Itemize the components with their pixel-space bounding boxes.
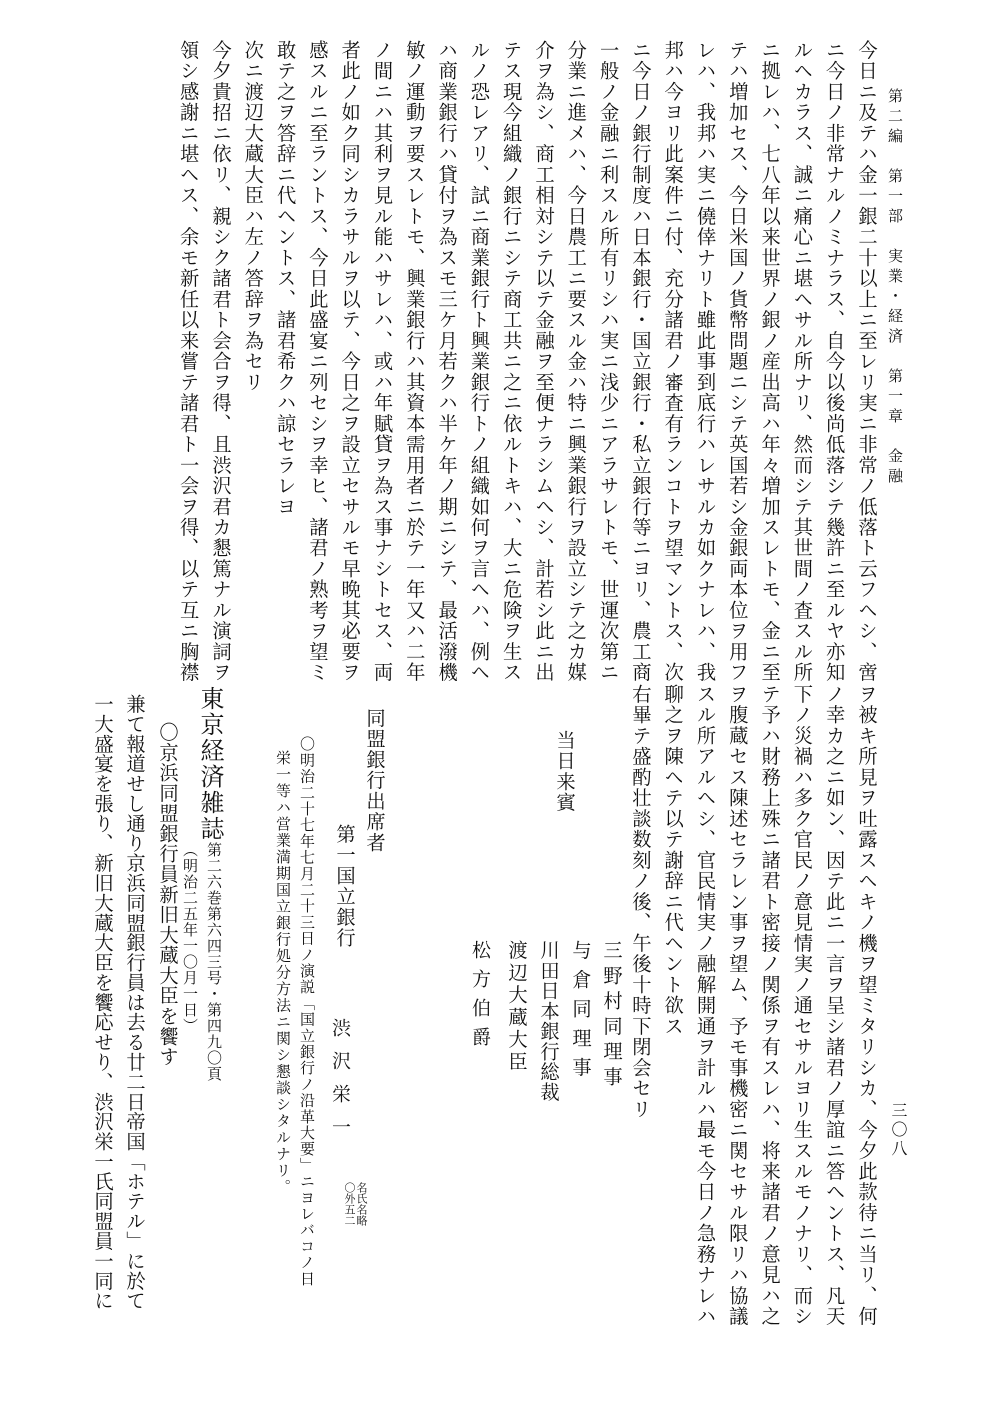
guests-heading: 当日来賓 bbox=[553, 730, 576, 813]
page-number: 三〇八 bbox=[889, 1102, 908, 1159]
text-line: ニ今日ノ非常ナルノミナラス、自今以後尚低落シテ幾許ニ至ルヤ亦知 bbox=[822, 40, 846, 683]
article-title: 〇京浜同盟銀行員新旧大蔵大臣を饗す bbox=[156, 722, 179, 1067]
magazine-reference: （明治二五年一〇月一日） bbox=[181, 842, 199, 1034]
text-line: ニ今日ノ銀行制度ハ日本銀行・国立銀行・私立銀行等ニヨリ、農工商 bbox=[628, 40, 652, 683]
footnote-line: 栄一等ハ営業満期国立銀行処分方法ニ関シ懇談シタルナリ。 bbox=[274, 750, 292, 1196]
guest-name: 与倉同理事 bbox=[569, 940, 592, 1087]
text-line: ルヘカラス、誠ニ痛心ニ堪ヘサル所ナリ、然而シテ其世間ノ査スル所 bbox=[790, 40, 814, 683]
text-line: 次ニ渡辺大蔵大臣ハ左ノ答辞ヲ為セリ bbox=[241, 40, 265, 393]
text-line: ルノ恐レアリ、試ニ商業銀行ト興業銀行トノ組織如何ヲ言ヘハ、例ヘ bbox=[467, 40, 491, 683]
text-line: レハ、我邦ハ実ニ僥倖ナリト雖此事到底行ハレサルカ如クナレハ、我 bbox=[693, 40, 717, 683]
guest-name: 渡辺大蔵大臣 bbox=[505, 940, 528, 1074]
text-line: テス現今組織ノ銀行ニシテ商工共ニ之ニ依ルトキハ、大ニ危険ヲ生ス bbox=[499, 40, 523, 683]
text-line: 者此ノ如ク同シカラサルヲ以テ、今日之ヲ設立セサルモ早晩其必要ヲ bbox=[338, 40, 362, 683]
guest-name: 川田日本銀行総裁 bbox=[537, 940, 560, 1103]
text-line: ヲ被キ所見ヲ吐露スヘキノ機ヲ望ミタリシカ、今夕此款待ニ当リ、何 bbox=[855, 684, 878, 1327]
text-line: ニ拠レハ、七八年以来世界ノ銀ノ産出高ハ年々増加スレトモ、金ニ至 bbox=[758, 40, 782, 683]
attendee-note: 〇外五二 bbox=[343, 1182, 356, 1226]
text-line: ノ幸カ之ニ如ン、因テ此ニ一言ヲ呈シ諸君ノ厚誼ニ答ヘントス、凡天 bbox=[822, 684, 846, 1327]
text-line: 今夕貴招ニ依リ、親シク諸君ト会合ヲ得、且渋沢君カ懇篤ナル演詞ヲ bbox=[209, 40, 232, 683]
text-line: 介ヲ為シ、商工相対シテ以テ金融ヲ至便ナラシムヘシ、計若シ此ニ出 bbox=[532, 40, 555, 683]
text-line: 邦ハ今ヨリ此案件ニ付、充分諸君ノ審査有ランコトヲ望マントス、次 bbox=[661, 40, 685, 683]
running-header: 第二編 第一部 実業・経済 第一章 金融 bbox=[886, 88, 904, 488]
text-line: ノ間ニハ其利ヲ見ル能ハサレハ、或ハ年賦貸ヲ為ス事ナシトセス、両 bbox=[370, 40, 394, 683]
text-line: テ予ハ財務上殊ニ諸君ト密接ノ関係ヲ有スレハ、将来諸君ノ意見ハ之 bbox=[758, 684, 782, 1327]
text-line: 聊之ヲ陳ヘテ以テ謝辞ニ代ヘント欲ス bbox=[661, 684, 685, 1037]
attendee-bank: 第一国立銀行 bbox=[333, 824, 356, 949]
text-line: 感スルニ至ラントス、今日此盛宴ニ列セシヲ幸ヒ、諸君ノ熟考ヲ望ミ bbox=[305, 40, 329, 683]
attendees-heading: 同盟銀行出席者 bbox=[363, 708, 386, 854]
text-line: 領シ感謝ニ堪ヘス、余モ新任以来嘗テ諸君ト一会ヲ得、以テ互ニ胸襟 bbox=[176, 40, 200, 683]
article-line: 兼て報道せし通り京浜同盟銀行員は去る廿二日帝国「ホテル」に於て bbox=[123, 694, 146, 1311]
text-line: テハ増加セス、今日米国ノ貨幣問題ニシテ英国若シ金銀両本位ヲ用フ bbox=[725, 40, 749, 683]
guest-name: 松方伯爵 bbox=[469, 940, 491, 1056]
text-line: スル所アルヘシ、官民情実ノ融解開通ヲ計ルハ最モ今日ノ急務ナレハ bbox=[693, 684, 717, 1327]
text-line: 敢テ之ヲ答辞ニ代ヘントス、諸君希クハ諒セラレヨ bbox=[273, 40, 297, 518]
text-line: 一般ノ金融ニ利スル所有リシハ実ニ浅少ニアラサレトモ、世運次第ニ bbox=[596, 40, 620, 683]
text-line: 敏ノ運動ヲ要スレトモ、興業銀行ハ其資本需用者ニ於テ一年又ハ二年 bbox=[402, 40, 426, 683]
text-line: ヲ腹蔵セス陳述セラレン事ヲ望ム、予モ事機密ニ関セサル限リハ協議 bbox=[725, 684, 749, 1327]
text-line: 下ノ災禍ハ多ク官民ノ意見情実ノ通セサルヨリ生スルモノナリ、而シ bbox=[790, 684, 814, 1327]
attendee-name: 渋沢栄一 bbox=[329, 1018, 351, 1150]
magazine-reference: 第二六巻第六四三号・第四九〇頁 bbox=[205, 842, 223, 1082]
text-line: ハ商業銀行ハ貸付ヲ為スモ三ケ月若クハ半ケ年ノ期ニシテ、最活潑機 bbox=[435, 40, 459, 683]
text-line: 今日ニ及テハ金一銀二十以上ニ至レリ実ニ非常ノ低落ト云フヘシ、啻 bbox=[855, 40, 878, 683]
attendee-note: 名氏名略 bbox=[355, 1182, 368, 1226]
article-line: 一大盛宴を張り、新旧大蔵大臣を饗応せり、渋沢栄一氏同盟員一同に bbox=[91, 694, 114, 1311]
text-line: 分業ニ進メハ、今日農工ニ要スル金ハ特ニ興業銀行ヲ設立シテ之カ媒 bbox=[564, 40, 588, 683]
text-line: 右畢テ盛酌壮談数刻ノ後、午後十時下閉会セリ bbox=[628, 684, 652, 1120]
guest-name: 三野村同理事 bbox=[600, 940, 623, 1092]
magazine-title: 東京経済雑誌 bbox=[196, 686, 224, 842]
footnote-line: 〇明治二十七年七月二十三日ノ演説「国立銀行ノ沿革大要」ニヨレバコノ日 bbox=[298, 736, 316, 1287]
